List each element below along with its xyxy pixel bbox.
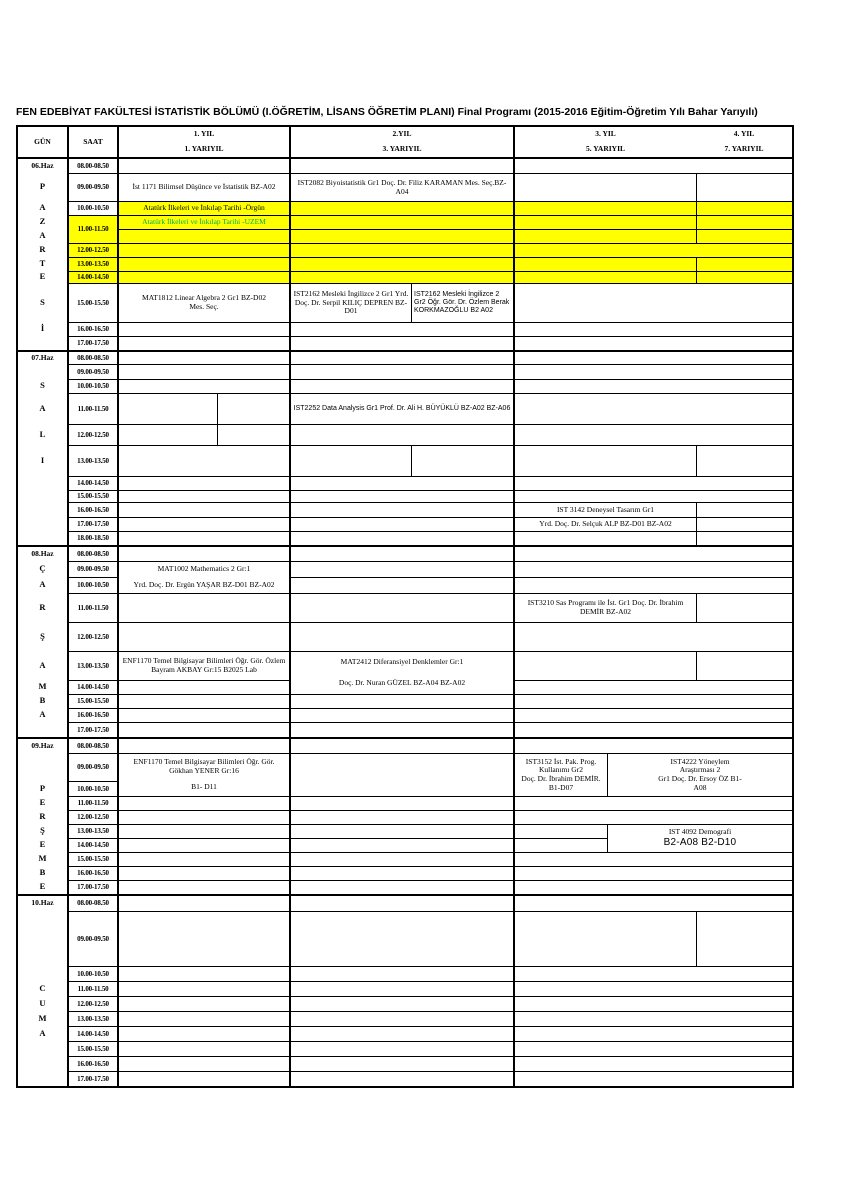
- time-cell: 16.00-16.50: [67, 1056, 117, 1071]
- empty-cell: [289, 753, 513, 796]
- day-letter: İ: [40, 323, 45, 334]
- empty-cell: [289, 229, 513, 243]
- schedule-cell: IST3152 İst. Pak. Prog. Kullanımı Gr2 Doç. Dr. İbrahim DEMİR. B1-D07: [513, 753, 607, 796]
- schedule-cell: MAT1002 Mathematics 2 Gr:1 Yrd. Doç. Dr. Ergün YAŞAR BZ-D01 BZ-A02: [117, 561, 289, 593]
- empty-cell: [117, 796, 289, 810]
- time-cell: 12.00-12.50: [67, 424, 117, 445]
- day-column: [18, 896, 67, 1086]
- empty-cell: [117, 1011, 289, 1026]
- time-cell: 14.00-14.50: [67, 271, 117, 283]
- empty-cell: [696, 531, 792, 545]
- empty-cell: [513, 352, 792, 364]
- empty-cell: [513, 838, 607, 852]
- empty-cell: [513, 379, 792, 393]
- empty-cell: [696, 911, 792, 966]
- empty-cell: [513, 1041, 792, 1056]
- empty-cell: [289, 796, 513, 810]
- empty-cell: [289, 810, 513, 824]
- empty-cell: [513, 1011, 792, 1026]
- day-letter: [18, 1071, 67, 1086]
- empty-cell: [289, 379, 513, 393]
- empty-cell: [117, 476, 289, 490]
- empty-cell: [696, 445, 792, 476]
- time-cell: 11.00-11.50: [67, 393, 117, 424]
- day-letter: [18, 490, 67, 502]
- empty-cell: [117, 708, 289, 722]
- day-letter: B: [39, 695, 46, 706]
- empty-cell: [289, 838, 513, 852]
- empty-cell: [289, 622, 513, 651]
- day-letter: R: [39, 811, 46, 822]
- time-cell: 14.00-14.50: [67, 476, 117, 490]
- empty-cell: [289, 215, 513, 229]
- empty-cell: [289, 336, 513, 350]
- time-cell: 12.00-12.50: [67, 243, 117, 257]
- day-block: [18, 157, 792, 350]
- empty-cell: [117, 352, 289, 364]
- empty-cell: [117, 622, 289, 651]
- time-cell: 15.00-15.50: [67, 1041, 117, 1056]
- time-cell: 09.00-09.50: [67, 173, 117, 201]
- empty-cell: [289, 866, 513, 880]
- empty-cell: [117, 1026, 289, 1041]
- empty-cell: [117, 722, 289, 737]
- day-letter: Z: [39, 216, 46, 227]
- empty-cell: [217, 393, 289, 424]
- day-block: [18, 350, 792, 545]
- time-cell: 14.00-14.50: [67, 1026, 117, 1041]
- time-cell: 08.00-08.50: [67, 896, 117, 911]
- empty-cell: [513, 1026, 792, 1041]
- empty-cell: [289, 1041, 513, 1056]
- empty-cell: [117, 866, 289, 880]
- empty-cell: [117, 981, 289, 996]
- empty-cell: [696, 229, 792, 243]
- day-column: [18, 352, 67, 545]
- empty-cell: [513, 159, 792, 173]
- empty-cell: [289, 352, 513, 364]
- day-letter: Ş: [40, 825, 45, 836]
- empty-cell: [289, 996, 513, 1011]
- time-cell: 17.00-17.50: [67, 880, 117, 894]
- empty-cell: [513, 243, 792, 257]
- empty-cell: [513, 966, 792, 981]
- day-letter: A: [39, 402, 46, 413]
- empty-cell: [117, 490, 289, 502]
- empty-cell: [513, 722, 792, 737]
- empty-cell: [513, 996, 792, 1011]
- day-letter: S: [40, 380, 45, 391]
- day-letter: [18, 753, 67, 781]
- schedule-cell: IST2162 Mesleki İngilizce 2 Gr2 Öğr. Gör. Dr. Özlem Berak KORKMAZOĞLU B2 A02: [411, 283, 513, 322]
- empty-cell: [513, 257, 696, 271]
- page-title: FEN EDEBİYAT FAKÜLTESİ İSTATİSTİK BÖLÜMÜ (I.ÖĞRETİM, LİSANS ÖĞRETİM PLANI) Final Programı (2015-2016 Eğitim-Öğretim Yılı Bahar Yarıyılı): [16, 106, 758, 118]
- empty-cell: [117, 824, 289, 838]
- time-cell: 09.00-09.50: [67, 364, 117, 379]
- empty-cell: [513, 201, 696, 215]
- schedule-cell: ENF1170 Temel Bilgisayar Bilimleri Öğr. Gör. Gökhan YENER Gr:16 B1- D11: [117, 753, 289, 796]
- empty-cell: [289, 201, 513, 215]
- day-letter: [18, 531, 67, 545]
- empty-cell: [117, 547, 289, 561]
- day-letter: A: [39, 659, 46, 670]
- empty-cell: [513, 577, 792, 593]
- empty-cell: [513, 694, 792, 708]
- day-letter: A: [39, 230, 46, 241]
- time-cell: 13.00-13.50: [67, 1011, 117, 1026]
- time-cell: 11.00-11.50: [67, 593, 117, 622]
- table-header: [18, 127, 792, 157]
- day-letter: A: [39, 709, 46, 720]
- empty-cell: [513, 322, 792, 336]
- day-block: [18, 545, 792, 737]
- empty-cell: [289, 271, 513, 283]
- empty-cell: [117, 680, 289, 694]
- empty-cell: [513, 796, 792, 810]
- day-letter: C: [39, 982, 46, 993]
- time-cell: 11.00-11.50: [67, 796, 117, 810]
- time-cell: 16.00-16.50: [67, 866, 117, 880]
- empty-cell: [696, 215, 792, 229]
- day-letter: [18, 1041, 67, 1056]
- empty-cell: [117, 322, 289, 336]
- empty-cell: [289, 880, 513, 894]
- empty-cell: [117, 694, 289, 708]
- time-cell: 18.00-18.50: [67, 531, 117, 545]
- empty-cell: [289, 1011, 513, 1026]
- empty-cell: [696, 173, 792, 201]
- empty-cell: [289, 547, 513, 561]
- empty-cell: [117, 880, 289, 894]
- year-header: 3. YIL 5. YARIYIL: [513, 127, 696, 157]
- empty-cell: [289, 561, 513, 577]
- empty-cell: [117, 271, 289, 283]
- time-cell: 10.00-10.50: [67, 201, 117, 215]
- time-cell: 10.00-10.50: [67, 966, 117, 981]
- empty-cell: [117, 531, 289, 545]
- empty-cell: [117, 393, 217, 424]
- empty-cell: [117, 896, 289, 911]
- empty-cell: [289, 322, 513, 336]
- time-cell: 08.00-08.50: [67, 547, 117, 561]
- day-letter: R: [39, 244, 46, 255]
- empty-cell: [289, 694, 513, 708]
- empty-cell: [696, 651, 792, 680]
- time-cell: 10.00-10.50: [67, 379, 117, 393]
- day-letter: Ş: [40, 630, 45, 641]
- day-letter: T: [39, 258, 46, 269]
- empty-cell: [696, 201, 792, 215]
- schedule-cell: MAT2412 Diferansiyel Denklemler Gr:1 Doç. Dr. Nuran GÜZEL BZ-A04 BZ-A02: [289, 651, 513, 694]
- empty-cell: [513, 336, 792, 350]
- schedule-cell: Atatürk İlkeleri ve İnkılap Tarihi -UZEM: [117, 215, 289, 229]
- empty-cell: [513, 283, 792, 322]
- day-letter: [18, 336, 67, 350]
- empty-cell: [513, 680, 792, 694]
- empty-cell: [289, 445, 411, 476]
- time-cell: 08.00-08.50: [67, 739, 117, 753]
- empty-cell: [513, 1056, 792, 1071]
- empty-cell: [217, 424, 289, 445]
- day-letter: E: [39, 271, 46, 282]
- empty-cell: [513, 866, 792, 880]
- empty-cell: [289, 476, 513, 490]
- day-letter: [18, 966, 67, 981]
- day-column: [18, 159, 67, 350]
- empty-cell: [513, 173, 696, 201]
- empty-cell: [513, 490, 792, 502]
- empty-cell: [289, 739, 513, 753]
- empty-cell: [117, 257, 289, 271]
- empty-cell: [289, 852, 513, 866]
- day-block: [18, 737, 792, 894]
- day-column: [18, 739, 67, 894]
- schedule-cell: Atatürk İlkeleri ve İnkılap Tarihi -Örgün: [117, 201, 289, 215]
- empty-cell: [696, 517, 792, 531]
- empty-cell: [289, 159, 513, 173]
- day-letter: A: [39, 1027, 46, 1038]
- day-letter: M: [38, 853, 47, 864]
- empty-cell: [289, 708, 513, 722]
- empty-cell: [289, 490, 513, 502]
- empty-cell: [117, 593, 289, 622]
- empty-cell: [513, 852, 792, 866]
- schedule-cell: MAT1812 Linear Algebra 2 Gr1 BZ-D02 Mes. Seç.: [117, 283, 289, 322]
- day-letter: M: [38, 1012, 47, 1023]
- day-letter: A: [39, 202, 46, 213]
- day-letter: E: [39, 797, 46, 808]
- time-cell: 15.00-15.50: [67, 490, 117, 502]
- empty-cell: [513, 476, 792, 490]
- empty-cell: [289, 502, 513, 517]
- empty-cell: [289, 424, 513, 445]
- day-label: 09.Haz: [31, 740, 54, 750]
- time-cell: 13.00-13.50: [67, 824, 117, 838]
- empty-cell: [513, 531, 696, 545]
- day-block: [18, 894, 792, 1086]
- empty-cell: [117, 966, 289, 981]
- year-header: 1. YIL 1. YARIYIL: [117, 127, 289, 157]
- day-letter: U: [39, 997, 46, 1008]
- time-cell: 10.00-10.50: [67, 577, 117, 593]
- time-cell: 10.00-10.50: [67, 781, 117, 796]
- empty-cell: [289, 1056, 513, 1071]
- empty-cell: [513, 561, 792, 577]
- day-letter: E: [39, 839, 46, 850]
- time-cell: 12.00-12.50: [67, 996, 117, 1011]
- time-cell: 09.00-09.50: [67, 753, 117, 781]
- empty-cell: [513, 896, 792, 911]
- empty-cell: [411, 445, 513, 476]
- day-letter: E: [39, 881, 46, 892]
- empty-cell: [117, 502, 289, 517]
- empty-cell: [117, 852, 289, 866]
- empty-cell: [513, 739, 792, 753]
- empty-cell: [289, 517, 513, 531]
- time-cell: 12.00-12.50: [67, 622, 117, 651]
- empty-cell: [513, 547, 792, 561]
- time-cell: 15.00-15.50: [67, 852, 117, 866]
- schedule-cell: IST2082 Biyoistatistik Gr1 Doç. Dr. Filiz KARAMAN Mes. Seç.BZ-A04: [289, 173, 513, 201]
- schedule-cell: Yrd. Doç. Dr. Selçuk ALP BZ-D01 BZ-A02: [513, 517, 696, 531]
- day-letter: [18, 476, 67, 490]
- day-letter: I: [40, 454, 45, 465]
- time-cell: 08.00-08.50: [67, 159, 117, 173]
- empty-cell: [696, 502, 792, 517]
- empty-cell: [513, 622, 792, 651]
- time-cell: 14.00-14.50: [67, 680, 117, 694]
- empty-cell: [117, 243, 289, 257]
- time-cell: 15.00-15.50: [67, 694, 117, 708]
- empty-cell: [117, 1041, 289, 1056]
- empty-cell: [513, 911, 696, 966]
- empty-cell: [117, 364, 289, 379]
- empty-cell: [289, 981, 513, 996]
- day-letter: [18, 517, 67, 531]
- empty-cell: [117, 379, 289, 393]
- empty-cell: [513, 424, 792, 445]
- empty-cell: [117, 1071, 289, 1086]
- time-cell: 14.00-14.50: [67, 838, 117, 852]
- empty-cell: [117, 159, 289, 173]
- empty-cell: [513, 880, 792, 894]
- empty-cell: [513, 271, 696, 283]
- day-label: 10.Haz: [31, 898, 54, 908]
- empty-cell: [289, 577, 513, 593]
- schedule-table: [16, 125, 794, 1088]
- day-label: 07.Haz: [31, 352, 54, 362]
- time-cell: 09.00-09.50: [67, 561, 117, 577]
- schedule-cell: IST2252 Data Analysis Gr1 Prof. Dr. Ali H. BÜYÜKLÜ BZ-A02 BZ-A06: [289, 393, 513, 424]
- day-letter: [18, 364, 67, 379]
- empty-cell: [117, 739, 289, 753]
- schedule-cell: IST4222 Yöneylem Araştırması 2 Gr1 Doç. Dr. Ersoy ÖZ B1- A08: [607, 753, 792, 796]
- empty-cell: [513, 810, 792, 824]
- day-label: 08.Haz: [31, 548, 54, 558]
- empty-cell: [117, 996, 289, 1011]
- time-cell: 15.00-15.50: [67, 283, 117, 322]
- empty-cell: [513, 215, 696, 229]
- gun-header: GÜN: [34, 136, 51, 146]
- day-letter: [18, 1056, 67, 1071]
- empty-cell: [117, 1056, 289, 1071]
- time-cell: 16.00-16.50: [67, 708, 117, 722]
- empty-cell: [696, 257, 792, 271]
- schedule-cell: IST2162 Mesleki İngilizce 2 Gr1 Yrd. Doç. Dr. Serpil KILIÇ DEPREN BZ-D01: [289, 283, 411, 322]
- schedule-cell: IST 4092 Demografi B2-A08 B2-D10: [607, 824, 792, 852]
- day-letter: L: [39, 428, 46, 439]
- empty-cell: [117, 336, 289, 350]
- day-letter: P: [39, 181, 46, 192]
- empty-cell: [289, 531, 513, 545]
- time-cell: 17.00-17.50: [67, 722, 117, 737]
- empty-cell: [289, 911, 513, 966]
- day-letter: B: [39, 867, 46, 878]
- empty-cell: [696, 271, 792, 283]
- day-letter: [18, 722, 67, 737]
- empty-cell: [513, 651, 696, 680]
- empty-cell: [513, 445, 696, 476]
- empty-cell: [513, 824, 607, 838]
- empty-cell: [117, 229, 289, 243]
- day-letter: S: [40, 296, 45, 307]
- empty-cell: [289, 243, 513, 257]
- empty-cell: [513, 1071, 792, 1086]
- empty-cell: [117, 911, 289, 966]
- day-letter: P: [39, 782, 46, 793]
- time-cell: 11.00-11.50: [67, 981, 117, 996]
- time-cell: 16.00-16.50: [67, 322, 117, 336]
- day-letter: A: [39, 579, 46, 590]
- year-header: 4. YIL 7. YARIYIL: [724, 129, 764, 154]
- empty-cell: [289, 722, 513, 737]
- empty-cell: [513, 229, 696, 243]
- day-column: [18, 547, 67, 737]
- empty-cell: [289, 1026, 513, 1041]
- empty-cell: [289, 257, 513, 271]
- time-cell: 09.00-09.50: [67, 911, 117, 966]
- day-letter: [18, 911, 67, 966]
- day-letter: [18, 502, 67, 517]
- time-cell: 08.00-08.50: [67, 352, 117, 364]
- empty-cell: [117, 810, 289, 824]
- empty-cell: [513, 981, 792, 996]
- day-letter: Ç: [39, 563, 46, 574]
- empty-cell: [289, 824, 513, 838]
- empty-cell: [289, 896, 513, 911]
- empty-cell: [513, 364, 792, 379]
- time-cell: 17.00-17.50: [67, 336, 117, 350]
- empty-cell: [289, 364, 513, 379]
- time-cell: 17.00-17.50: [67, 517, 117, 531]
- time-cell: 11.00-11.50: [67, 215, 117, 243]
- empty-cell: [289, 966, 513, 981]
- time-cell: 13.00-13.50: [67, 257, 117, 271]
- empty-cell: [117, 424, 217, 445]
- time-cell: 16.00-16.50: [67, 502, 117, 517]
- time-cell: 17.00-17.50: [67, 1071, 117, 1086]
- time-cell: 13.00-13.50: [67, 651, 117, 680]
- schedule-cell: IST 3142 Deneysel Tasarım Gr1: [513, 502, 696, 517]
- empty-cell: [117, 838, 289, 852]
- empty-cell: [117, 517, 289, 531]
- empty-cell: [696, 593, 792, 622]
- empty-cell: [289, 593, 513, 622]
- empty-cell: [513, 708, 792, 722]
- empty-cell: [117, 445, 289, 476]
- schedule-cell: İst 1171 Bilimsel Düşünce ve İstatistik BZ-A02: [117, 173, 289, 201]
- day-label: 06.Haz: [31, 160, 54, 170]
- time-cell: 13.00-13.50: [67, 445, 117, 476]
- schedule-cell: ENF1170 Temel Bilgisayar Bilimleri Öğr. Gör. Özlem Bayram AKBAY Gr:15 B2025 Lab: [117, 651, 289, 680]
- year-header: 2.YIL 3. YARIYIL: [289, 127, 513, 157]
- day-letter: R: [39, 601, 46, 612]
- day-letter: M: [38, 681, 47, 692]
- time-cell: 12.00-12.50: [67, 810, 117, 824]
- empty-cell: [289, 1071, 513, 1086]
- schedule-cell: IST3210 Sas Programı ile İst. Gr1 Doç. Dr. İbrahim DEMİR BZ-A02: [513, 593, 696, 622]
- saat-header: SAAT: [67, 127, 117, 157]
- empty-cell: [513, 393, 792, 424]
